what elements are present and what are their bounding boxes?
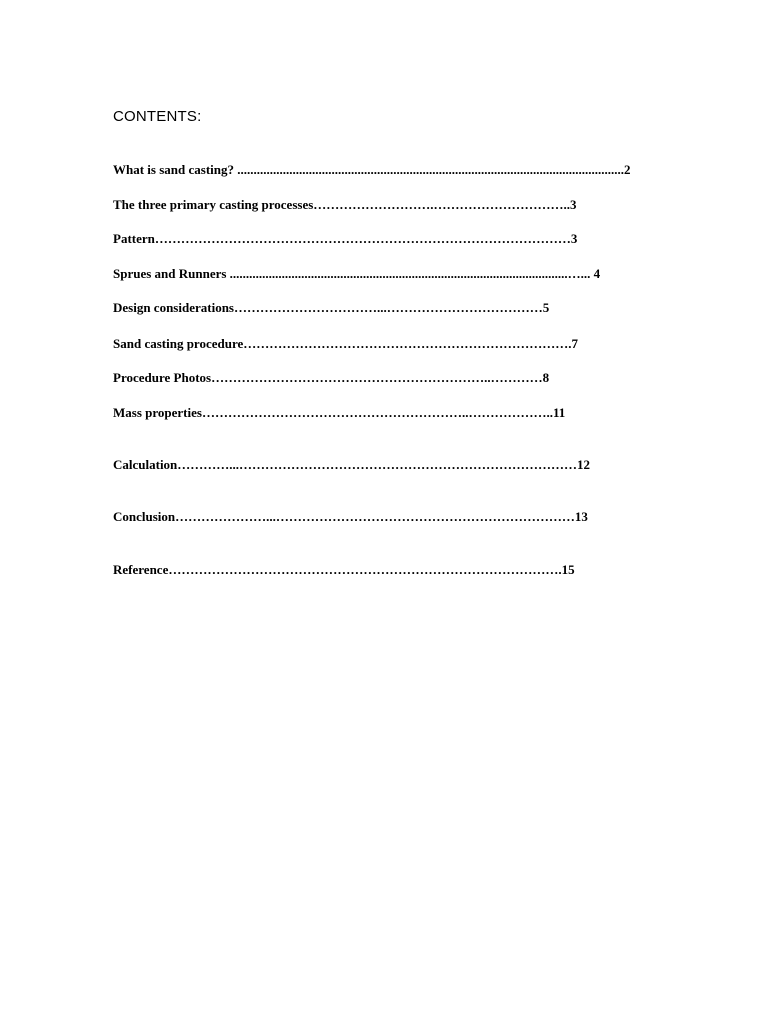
toc-entry-text: Calculation…………...……………………………………………………………………12 xyxy=(113,457,591,472)
toc-entry-conclusion xyxy=(113,508,654,526)
toc-entry-text: What is sand casting? .......................................................................................................................2 xyxy=(113,162,631,177)
toc-entry-pattern xyxy=(113,230,654,248)
toc-entry-text: Design considerations……………………………...………………………………5 xyxy=(113,300,550,315)
toc-entry-text: Mass properties……………………………………………………..………………..11 xyxy=(113,405,566,420)
toc-entry-reference xyxy=(113,561,654,579)
contents-heading: CONTENTS: xyxy=(113,108,202,125)
toc-entry-text: The three primary casting processes……………………….…………………………..3 xyxy=(113,197,577,212)
toc-entry-mass-properties xyxy=(113,404,654,422)
toc-entry-text: Sand casting procedure………………………………………………………………….7 xyxy=(113,336,579,351)
toc-entry-text: Sprues and Runners ........................................................................................................…... 4 xyxy=(113,266,601,281)
toc-entry-sprues-and-runners xyxy=(113,265,654,283)
toc-entry-text: Procedure Photos………………………………………………………..…………8 xyxy=(113,370,550,385)
toc-entry-text: Reference……………………………………………………………………………….15 xyxy=(113,562,575,577)
toc-entry-text: Pattern……………………………………………………………………………………3 xyxy=(113,231,578,246)
toc-entry-text: Conclusion…………………...……………………………………………………………13 xyxy=(113,509,588,524)
toc-entry-design-considerations xyxy=(113,299,654,317)
toc-entry-sand-casting-procedure xyxy=(113,335,654,353)
toc-entry-calculation xyxy=(113,456,654,474)
toc-entry-three-primary-casting-processes xyxy=(113,196,654,214)
toc-entry-what-is-sand-casting xyxy=(113,161,654,179)
toc-entry-procedure-photos xyxy=(113,369,654,387)
